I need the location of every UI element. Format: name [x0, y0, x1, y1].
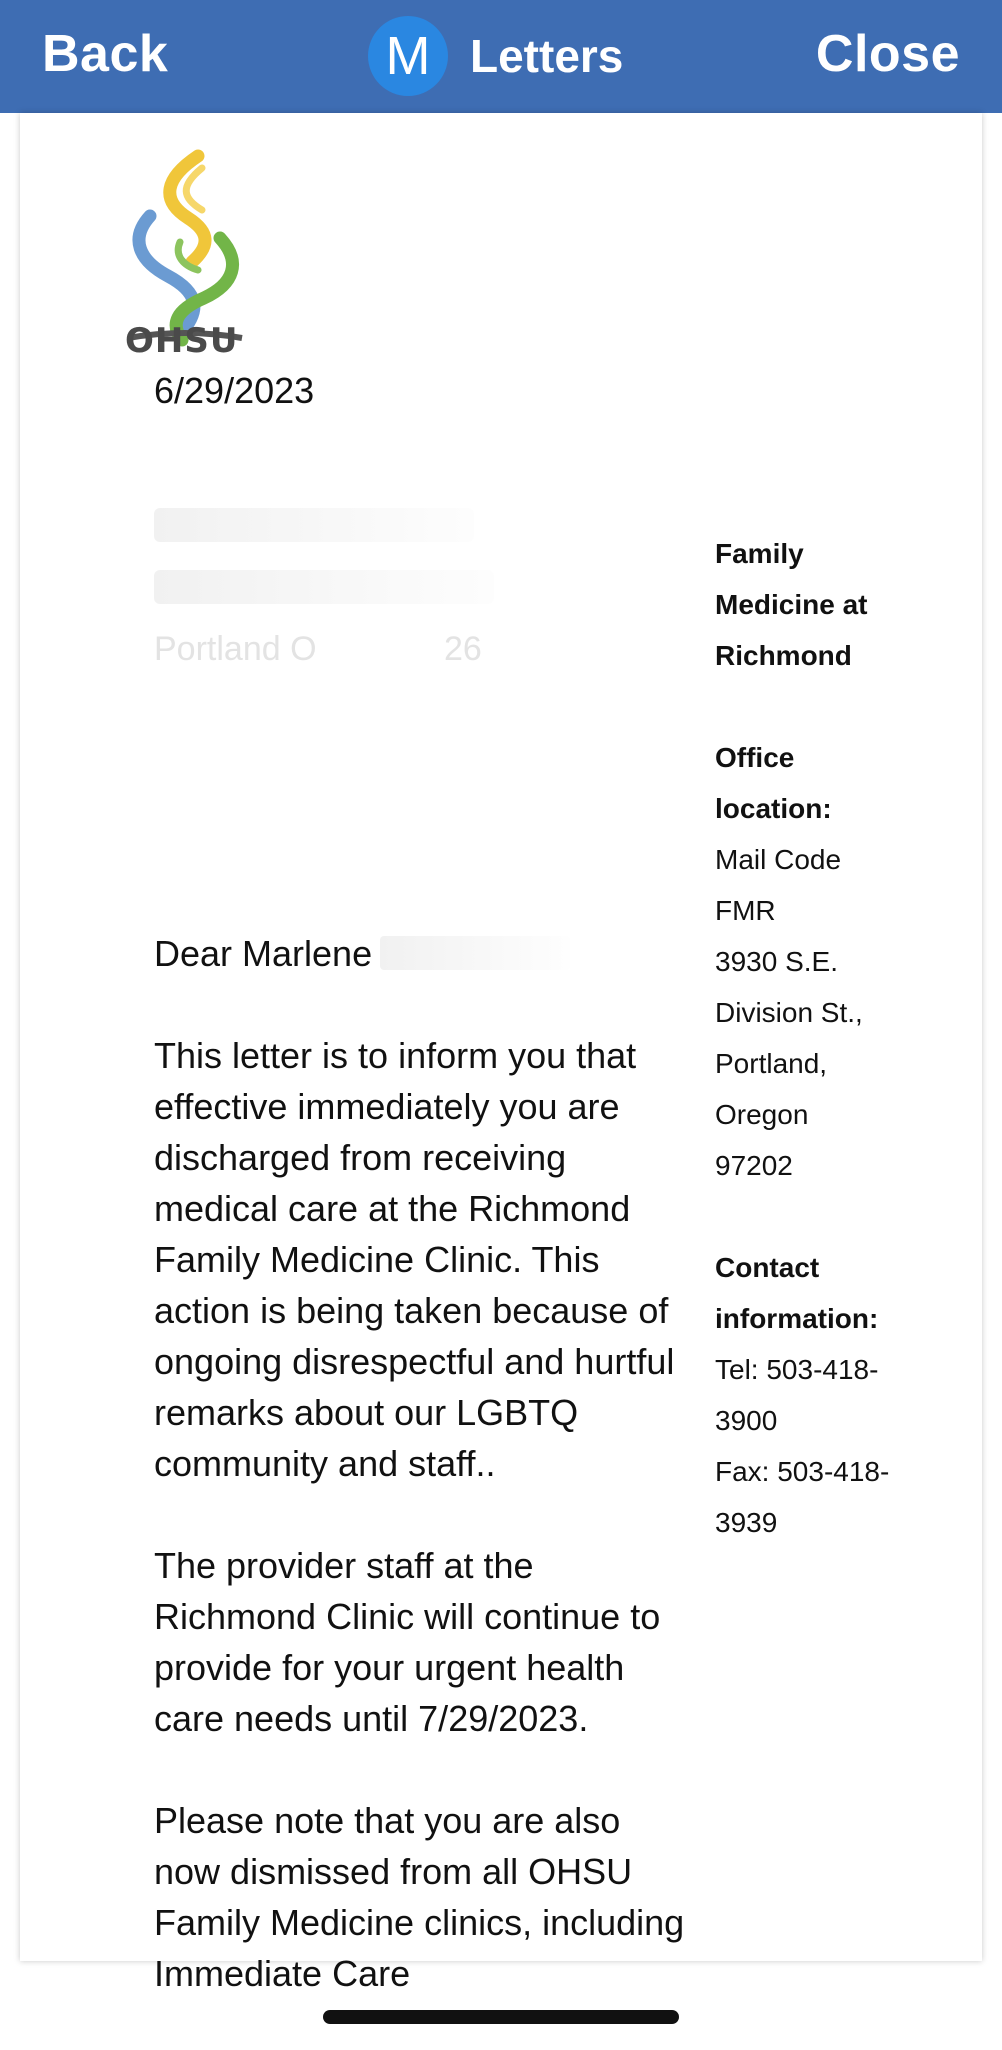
- logo-text: OHSU: [125, 321, 239, 361]
- address-fragment: 26: [444, 630, 482, 668]
- redacted-address-block: [154, 508, 514, 788]
- nav-title-group: [368, 16, 623, 96]
- office-address-line: 97202: [715, 1150, 793, 1181]
- spacer: [715, 1191, 935, 1242]
- redacted-surname: [380, 936, 570, 970]
- page-title: Letters: [470, 30, 624, 82]
- clinic-sidebar: [715, 528, 935, 1548]
- office-address-line: Division St.,: [715, 997, 863, 1028]
- app-badge-icon: M: [368, 16, 448, 96]
- salutation-text: Dear Marlene: [154, 933, 373, 974]
- contact-line: 3939: [715, 1507, 778, 1538]
- contact-line: 3900: [715, 1405, 778, 1436]
- office-address-line: Oregon: [715, 1099, 809, 1130]
- redacted-line: [154, 570, 494, 604]
- contact-line: Fax: 503-418-: [715, 1456, 890, 1487]
- letter-date: 6/29/2023: [154, 370, 315, 411]
- letter-paragraph: This letter is to inform you that effective immediately you are discharged from receiving medical care at the Richmond Family Medicine Clinic. This action is being taken because of ongoing disrespectful and hurtful remarks about our LGBTQ community and staff..: [154, 1035, 675, 1484]
- spacer: [715, 681, 935, 732]
- home-indicator[interactable]: [323, 2010, 679, 2024]
- office-address-line: 3930 S.E.: [715, 946, 838, 977]
- office-address-line: Portland,: [715, 1048, 828, 1079]
- office-address-line: Mail Code: [715, 844, 842, 875]
- salutation: [154, 928, 694, 979]
- redacted-line: [154, 508, 474, 542]
- contact-line: Tel: 503-418-: [715, 1354, 879, 1385]
- letter-body: [154, 928, 694, 2050]
- office-heading-line: Office: [715, 742, 795, 773]
- letter-document[interactable]: [20, 113, 982, 1994]
- office-heading-line: location:: [715, 793, 832, 824]
- navigation-bar: [0, 0, 1002, 113]
- office-address-line: FMR: [715, 895, 776, 926]
- close-button[interactable]: Close: [815, 25, 960, 83]
- clinic-name-line: Medicine at: [715, 589, 868, 620]
- clinic-name-line: Family: [715, 538, 804, 569]
- letter-paragraph: The provider staff at the Richmond Clinic will continue to provide for your urgent health care needs until 7/29/2023.: [154, 1545, 661, 1739]
- contact-heading-line: Contact: [715, 1252, 820, 1283]
- contact-heading-line: information:: [715, 1303, 879, 1334]
- address-fragment: Portland O: [154, 630, 317, 668]
- letter-paragraph: Please note that you are also now dismissed from all OHSU Family Medicine clinics, including Immediate Care: [154, 1800, 685, 1994]
- clinic-name-line: Richmond: [715, 640, 852, 671]
- back-button[interactable]: Back: [42, 25, 169, 83]
